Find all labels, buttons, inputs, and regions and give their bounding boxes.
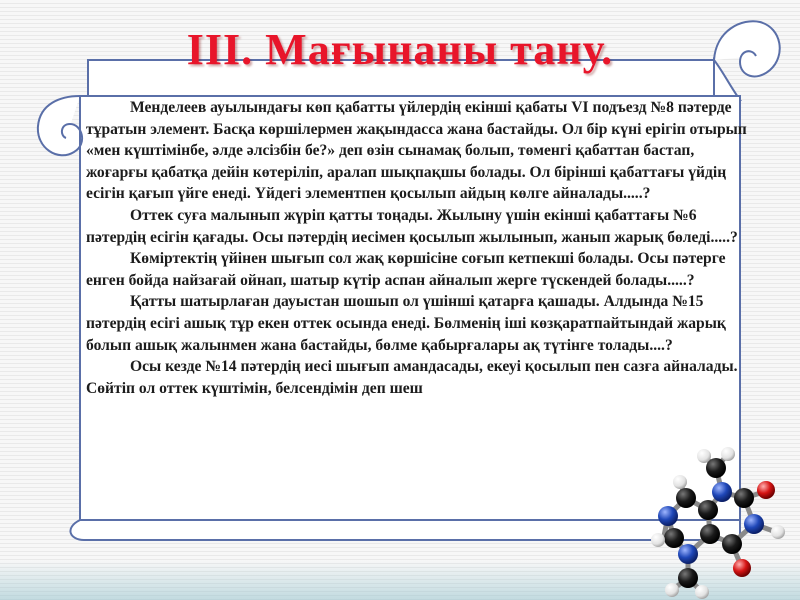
- atom-hydrogen: [651, 533, 665, 547]
- molecule-model-image: [632, 440, 800, 600]
- atom-nitrogen: [658, 506, 678, 526]
- scroll-left-curl: [38, 96, 82, 155]
- atom-carbon: [676, 488, 696, 508]
- atom-carbon: [722, 534, 742, 554]
- story-paragraph: Қатты шатырлаған дауыстан шошып ол үшінші қатарға қашады. Алдында №15 пәтердің есігі ашық тұр екен оттек осында енеді. Бөлменің іші көзқаратпайтындай жарық болып ашық жалынмен жана бастайды, бөлме қабырғалары ақ түтінге толады....?: [86, 293, 726, 354]
- atom-hydrogen: [721, 447, 735, 461]
- atom-carbon: [664, 528, 684, 548]
- atom-hydrogen: [665, 583, 679, 597]
- atom-carbon: [678, 568, 698, 588]
- story-text: [86, 97, 750, 399]
- story-paragraph: Көміртектің үйінен шығып сол жақ көршісіне соғып кетпекші болады. Осы пәтерге енген бойда найзағай ойнап, шатыр күтір аспан айналып жерге түскендей болады.....?: [86, 250, 726, 289]
- atom-hydrogen: [695, 585, 709, 599]
- slide-title: III. Мағынаны тану.: [186, 25, 614, 74]
- molecule-atoms: [651, 447, 785, 599]
- atom-nitrogen: [712, 482, 732, 502]
- story-paragraph: Менделеев ауылындағы көп қабатты үйлердің екінші қабаты VI подъезд №8 пәтерде тұратын элемент. Басқа көршілермен жақындасса жана бастайды. Ол бір күні ерігіп отырып «мен күштімінбе, әлде әлсізбін бе?» деп өзін сынамақ болып, төменгі қабаттан бастап, жоғарғы қабатқа дейін көтеріліп, аралап шықпақшы болады. Ол бірінші қабаттағы үйдің есігін қағып үйге енеді. Үйдегі элементпен қосылып айдың көлге айналады.....?: [86, 99, 747, 203]
- atom-nitrogen: [678, 544, 698, 564]
- atom-hydrogen: [697, 449, 711, 463]
- story-paragraph: Осы кезде №14 пәтердің иесі шығып амандасады, екеуі қосылып пен сазға айналады. Сөйтіп ол оттек күштімін, белсендімін деп шеш: [86, 358, 738, 397]
- atom-carbon: [706, 458, 726, 478]
- atom-nitrogen: [744, 514, 764, 534]
- atom-oxygen: [733, 559, 751, 577]
- atom-hydrogen: [673, 475, 687, 489]
- atom-oxygen: [757, 481, 775, 499]
- story-paragraph: Оттек суға малынып жүріп қатты тоңады. Жылыну үшін екінші қабаттағы №6 пәтердің есігін қағады. Осы пәтердің иесімен қосылып жылынып, жанып жарық бөледі.....?: [86, 206, 738, 246]
- atom-hydrogen: [771, 525, 785, 539]
- atom-carbon: [700, 524, 720, 544]
- atom-carbon: [698, 500, 718, 520]
- atom-carbon: [734, 488, 754, 508]
